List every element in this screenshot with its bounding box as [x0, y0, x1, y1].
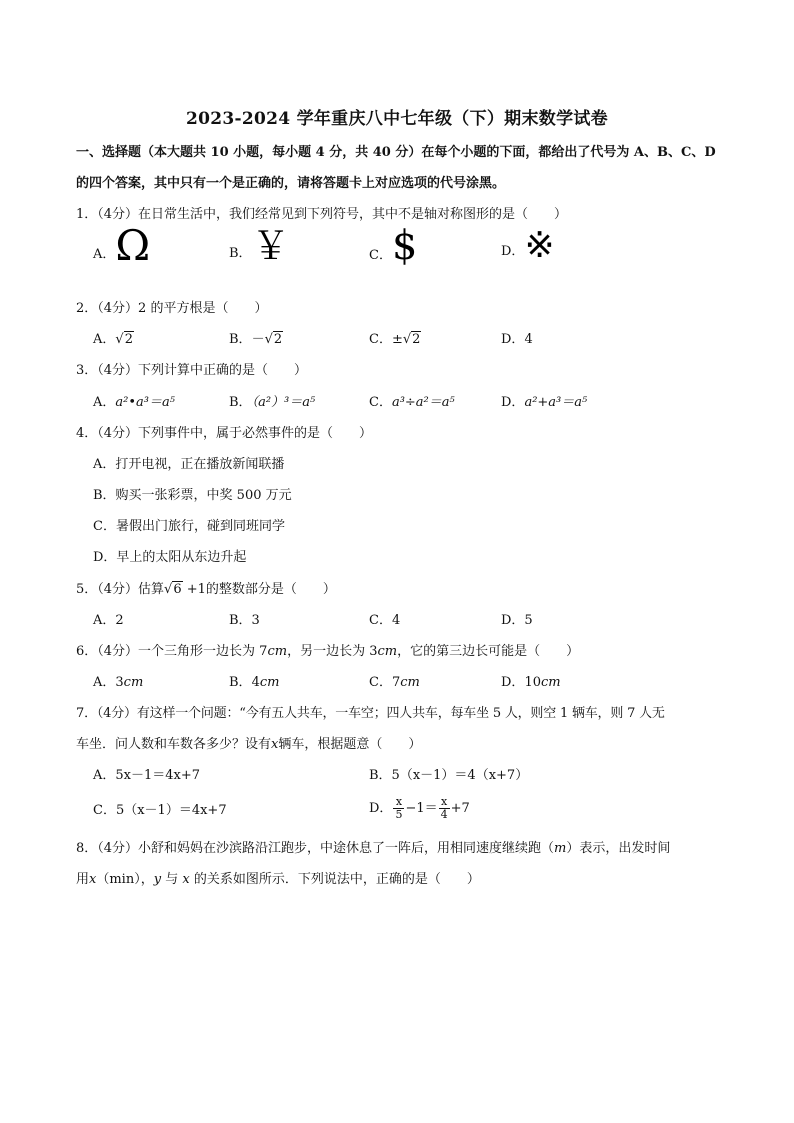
option-value: 10 — [524, 675, 541, 690]
option-text: −1＝ — [405, 801, 438, 816]
option-label: A． — [93, 332, 116, 347]
question-5-option-c: C．4 — [369, 613, 401, 628]
dollar-icon: $ — [391, 223, 418, 269]
option-label: C． — [369, 248, 392, 263]
option-label: D． — [501, 395, 525, 410]
question-7-stem-line1: 7．（4分）有这样一个问题：“今有五人共车，一车空；四人共车，每车坐 5 人，则空 1 辆车，则 7 人无 — [76, 706, 665, 721]
option-text: （a²）³＝a⁵ — [251, 395, 316, 410]
option-label: D． — [501, 244, 525, 259]
option-label: B． — [229, 332, 252, 347]
question-3-option-b — [229, 393, 315, 413]
radicand: 2 — [124, 332, 133, 347]
sqrt-icon: √2 — [264, 332, 283, 347]
question-3-option-a — [93, 393, 175, 413]
option-value: 3 — [115, 675, 124, 690]
denominator: 4 — [440, 808, 448, 821]
question-6-option-c — [369, 673, 420, 693]
question-6-option-a — [93, 673, 143, 693]
question-4-option-d: D．早上的太阳从东边升起 — [93, 550, 247, 565]
variable: x — [271, 737, 279, 752]
stem-text: 8．（4分）小舒和妈妈在沙滨路沿江跑步，中途休息了一阵后，用相同速度继续跑（ — [76, 841, 555, 856]
question-7-option-b: B．5（x－1）＝4（x+7） — [369, 768, 529, 783]
question-2-option-b — [229, 330, 283, 350]
sqrt-icon: √6 — [164, 582, 182, 597]
question-7-stem-line2 — [76, 735, 740, 755]
question-8-stem-line1 — [76, 839, 740, 859]
yen-icon: ￥ — [251, 224, 290, 268]
option-text: 4 — [524, 332, 533, 347]
stem-text: 的关系如图所示．下列说法中，正确的是（ ） — [189, 872, 480, 887]
radicand: 2 — [412, 332, 421, 347]
question-6-stem — [76, 642, 740, 662]
stem-text: ，它的第三边长可能是（ ） — [397, 644, 580, 659]
question-4-stem: 4．（4分）下列事件中，属于必然事件的是（ ） — [76, 426, 373, 441]
question-7-option-a: A．5x－1＝4x+7 — [93, 768, 201, 783]
radicand: 6 — [173, 582, 182, 597]
stem-text: ）表示，出发时间 — [566, 841, 671, 856]
section-instructions — [76, 137, 740, 199]
question-2-option-d — [501, 330, 533, 350]
unit: cm — [267, 644, 288, 659]
stem-text: 与 — [161, 872, 183, 887]
option-text: a²+a³＝a⁵ — [524, 395, 588, 410]
option-label: B． — [229, 395, 252, 410]
question-1-stem: 1．（4分）在日常生活中，我们经常见到下列符号，其中不是轴对称图形的是（ ） — [76, 207, 568, 222]
option-label: D． — [501, 332, 525, 347]
omega-icon: Ω — [115, 221, 151, 270]
unit: cm — [377, 644, 398, 659]
variable: x — [182, 872, 190, 887]
numerator: x — [439, 796, 450, 809]
option-label: C． — [369, 332, 392, 347]
question-1-option-b — [229, 224, 290, 268]
option-text: a³÷a²＝a⁵ — [391, 395, 455, 410]
option-text: a²•a³＝a⁵ — [115, 395, 175, 410]
fraction — [439, 796, 450, 821]
denominator: 5 — [395, 808, 403, 821]
question-2-stem: 2．（4分）2 的平方根是（ ） — [76, 301, 268, 316]
fraction — [393, 796, 404, 821]
option-label: A． — [93, 247, 116, 262]
option-label: A． — [93, 395, 116, 410]
variable: x — [89, 872, 97, 887]
question-2-option-c — [369, 330, 421, 350]
exam-title: 2023-2024 学年重庆八中七年级（下）期末数学试卷 — [185, 109, 608, 129]
unit: cm — [259, 675, 280, 690]
question-1-option-d — [501, 225, 555, 266]
unit: cm — [540, 675, 561, 690]
question-6-option-b — [229, 673, 279, 693]
radicand: 2 — [273, 332, 283, 347]
reference-mark-icon: ※ — [524, 225, 555, 266]
option-value: 7 — [391, 675, 401, 690]
option-label: B． — [229, 675, 252, 690]
question-1-option-c — [369, 223, 418, 269]
numerator: x — [393, 796, 404, 809]
option-label: C． — [369, 395, 392, 410]
option-value: 4 — [251, 675, 260, 690]
question-2-option-a — [93, 330, 134, 350]
question-4-option-b: B．购买一张彩票，中奖 500 万元 — [93, 488, 292, 503]
stem-text: 用 — [76, 872, 90, 887]
option-label: A． — [93, 675, 116, 690]
variable: y — [153, 872, 162, 887]
question-8-stem-line2: 用x（min），y 与 x 的关系如图所示．下列说法中，正确的是（ ） — [76, 872, 480, 887]
option-label: B． — [229, 246, 252, 261]
stem-text: 6．（4分）一个三角形一边长为 7 — [76, 644, 268, 659]
question-6-option-d — [501, 673, 561, 693]
option-prefix: ± — [391, 332, 403, 347]
question-4-option-a: A．打开电视，正在播放新闻联播 — [93, 457, 285, 472]
question-7-option-c: C．5（x－1）＝4x+7 — [93, 803, 227, 818]
stem-text: +1的整数部分是（ ） — [182, 582, 336, 597]
question-4-option-c: C．暑假出门旅行，碰到同班同学 — [93, 519, 285, 534]
sqrt-icon: √2 — [402, 332, 421, 347]
question-5-option-d: D．5 — [501, 613, 533, 628]
question-3-option-c — [369, 393, 455, 413]
unit: cm — [400, 675, 420, 690]
stem-text: 辆车，根据题意（ ） — [278, 737, 422, 752]
question-7-option-d — [369, 796, 470, 821]
unit: cm — [123, 675, 144, 690]
option-label: D． — [369, 801, 393, 816]
stem-text: ，另一边长为 3 — [287, 644, 378, 659]
stem-text: 5．（4分）估算 — [76, 582, 165, 597]
sqrt-icon: √2 — [115, 332, 133, 347]
stem-text: 车坐．问人数和车数各多少？设有 — [76, 737, 272, 752]
option-text: +7 — [450, 801, 470, 816]
section-instructions-line2: 的四个答案，其中只有一个是正确的，请将答题卡上对应选项的代号涂黑。 — [76, 176, 506, 191]
question-5-option-a: A．2 — [93, 613, 124, 628]
option-label: D． — [501, 675, 525, 690]
question-1-option-a — [93, 221, 151, 270]
question-5-stem — [76, 580, 740, 600]
question-3-option-d — [501, 393, 587, 413]
question-5-option-b: B．3 — [229, 613, 260, 628]
unit: （min） — [96, 872, 141, 887]
question-3-stem: 3．（4分）下列计算中正确的是（ ） — [76, 363, 308, 378]
option-label: C． — [369, 675, 392, 690]
variable: m — [554, 841, 567, 856]
section-instructions-line1: 一、选择题（本大题共 10 小题，每小题 4 分，共 40 分）在每个小题的下面，都给出了代号为 A、B、C、D — [76, 145, 716, 160]
option-prefix: － — [251, 332, 265, 347]
